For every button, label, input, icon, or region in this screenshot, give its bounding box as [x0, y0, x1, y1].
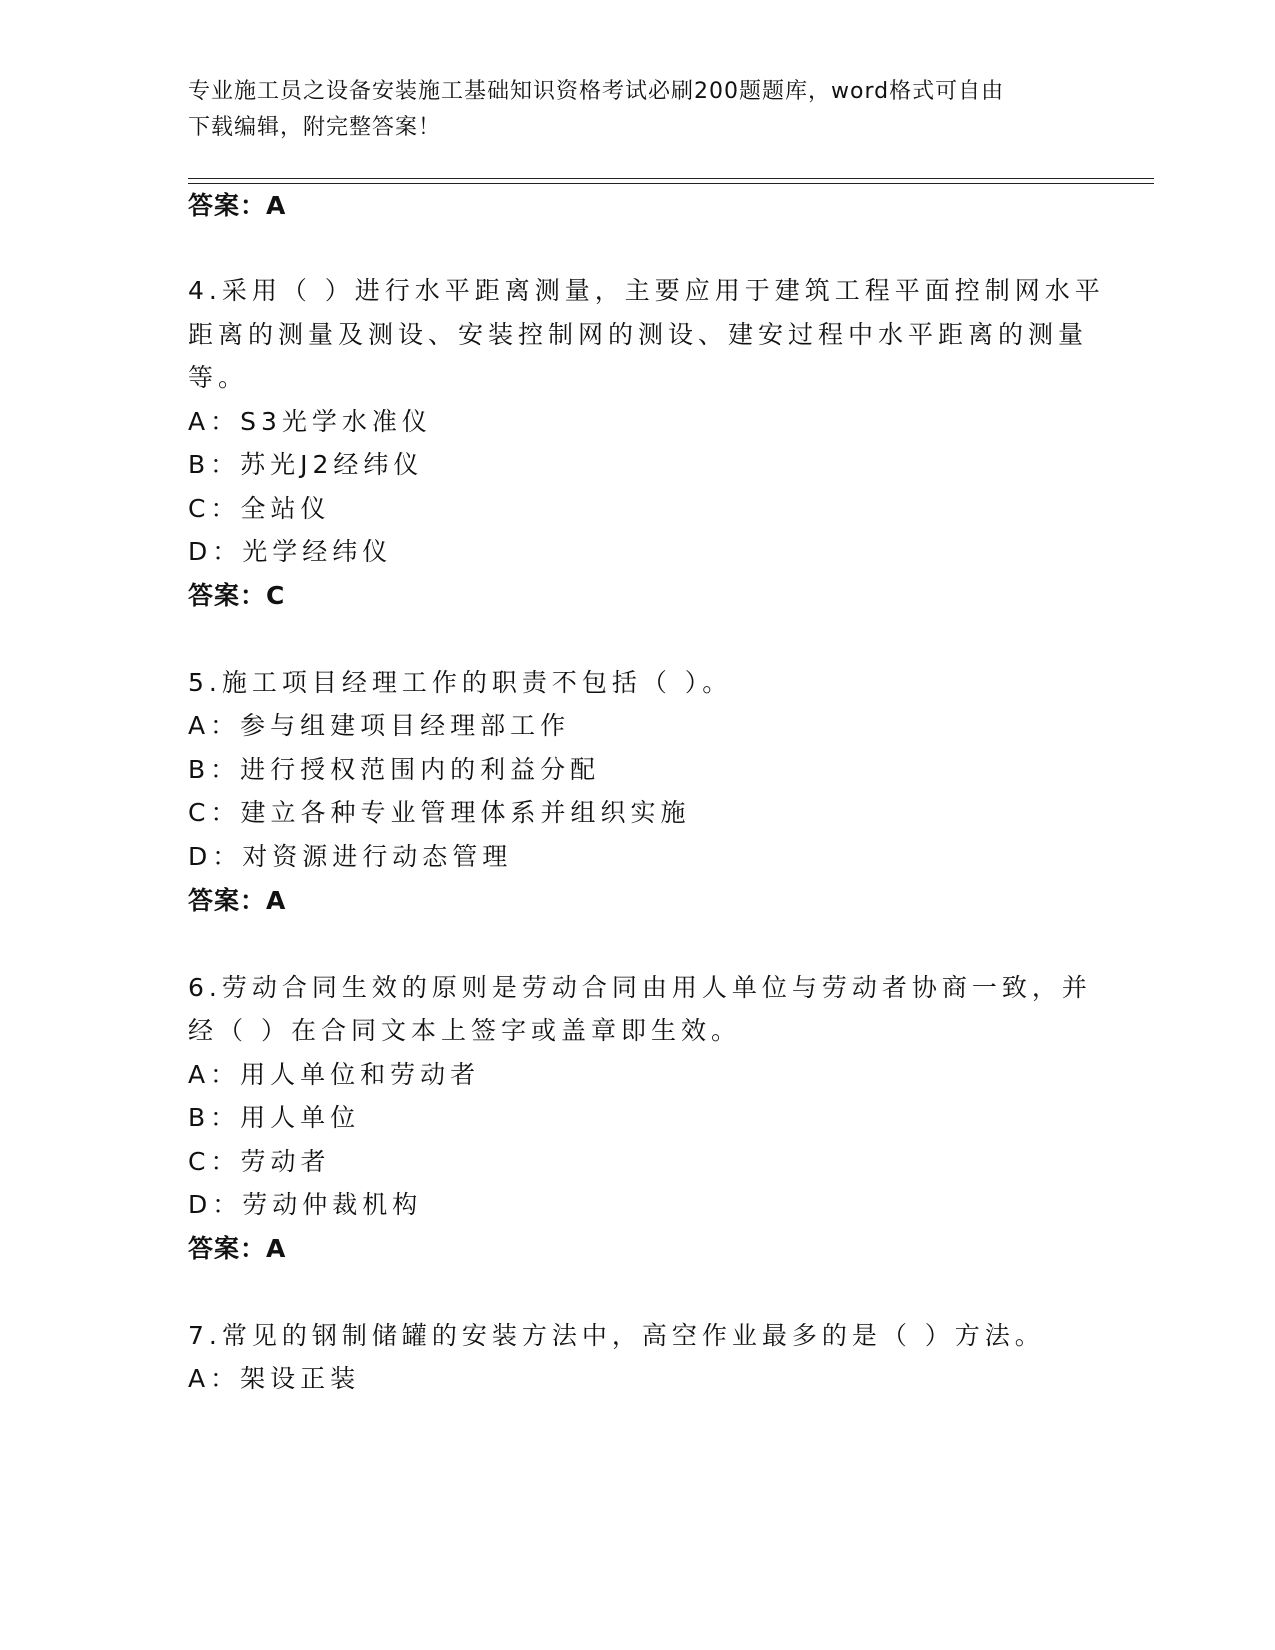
question-6-stem-line-2: 经（ ）在合同文本上签字或盖章即生效。	[188, 1016, 741, 1045]
question-7-option-a: A：架设正装	[188, 1364, 361, 1393]
question-5-option-d: D：对资源进行动态管理	[188, 842, 513, 871]
question-4-option-b: B：苏光J2经纬仪	[188, 450, 424, 479]
question-6-option-c: C：劳动者	[188, 1147, 331, 1176]
question-4-option-a: A：S3光学水准仪	[188, 407, 432, 436]
question-4-stem-line-2: 距离的测量及测设、安装控制网的测设、建安过程中水平距离的测量	[188, 320, 1089, 349]
question-7-stem-line-1: 7.常见的钢制储罐的安装方法中，高空作业最多的是（ ）方法。	[188, 1321, 1045, 1350]
question-6-option-d: D：劳动仲裁机构	[188, 1190, 423, 1219]
question-6-option-a: A：用人单位和劳动者	[188, 1060, 481, 1089]
question-6-answer: 答案：A	[188, 1234, 287, 1263]
header-divider-bottom	[188, 183, 1154, 184]
question-5-option-b: B：进行授权范围内的利益分配	[188, 755, 601, 784]
question-4-answer: 答案：C	[188, 581, 286, 610]
previous-answer: 答案：A	[188, 191, 287, 220]
header-divider-top	[188, 178, 1154, 179]
document-header	[188, 74, 1068, 146]
question-4-option-d: D：光学经纬仪	[188, 537, 393, 566]
question-5-answer: 答案：A	[188, 886, 287, 915]
question-6-stem-line-1: 6.劳动合同生效的原则是劳动合同由用人单位与劳动者协商一致，并	[188, 973, 1092, 1002]
question-4-stem-line-1: 4.采用（ ）进行水平距离测量，主要应用于建筑工程平面控制网水平	[188, 276, 1105, 305]
question-5-option-a: A：参与组建项目经理部工作	[188, 711, 571, 740]
question-4-stem-line-3: 等。	[188, 363, 249, 392]
header-line-2: 下载编辑，附完整答案！	[188, 115, 442, 140]
question-5-stem-line-1: 5.施工项目经理工作的职责不包括（ ）。	[188, 668, 733, 697]
header-line-1: 专业施工员之设备安装施工基础知识资格考试必刷200题题库，word格式可自由	[188, 79, 1005, 104]
question-4-option-c: C：全站仪	[188, 494, 331, 523]
question-6-option-b: B：用人单位	[188, 1103, 361, 1132]
question-5-option-c: C：建立各种专业管理体系并组织实施	[188, 798, 691, 827]
